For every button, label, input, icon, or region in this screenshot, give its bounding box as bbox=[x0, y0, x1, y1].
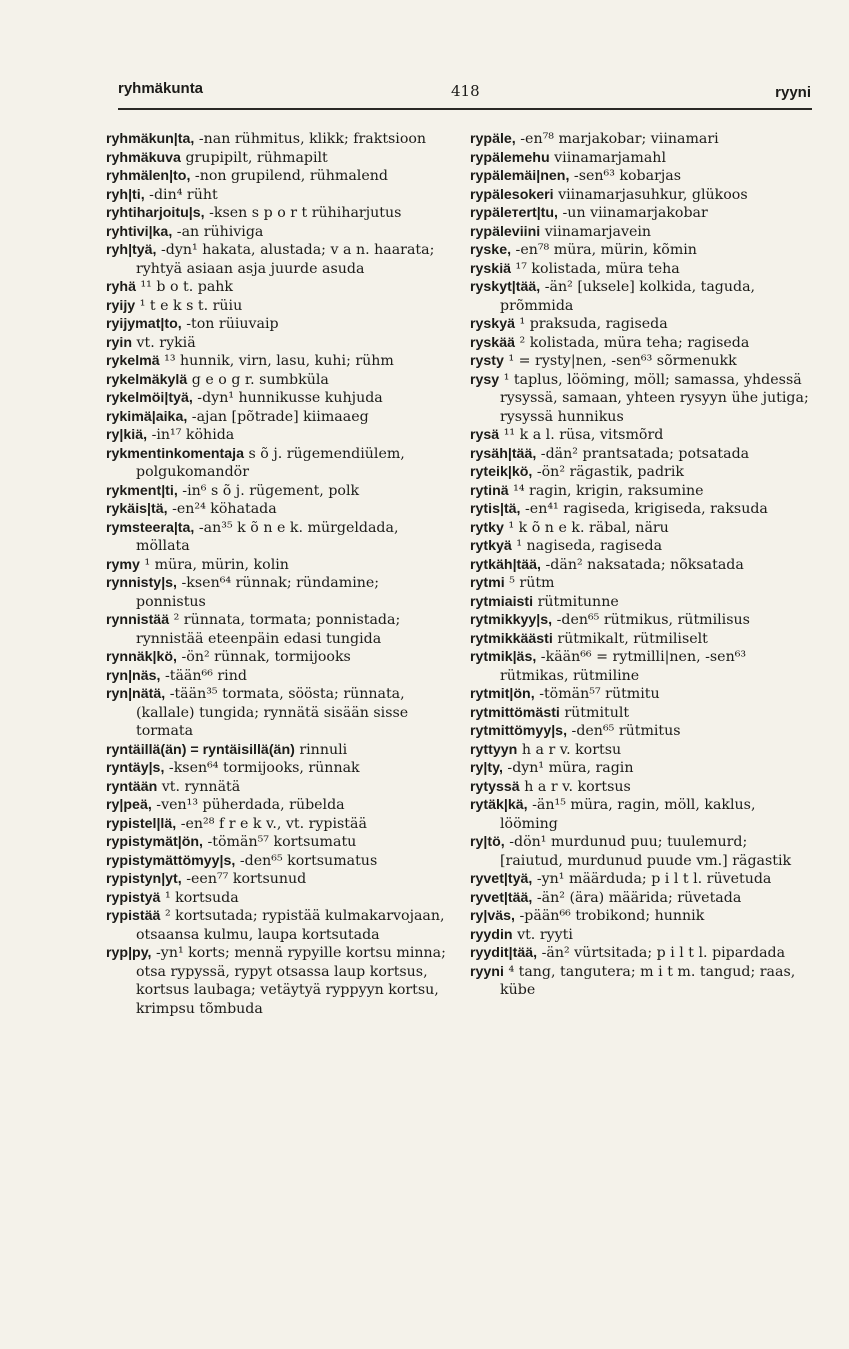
dictionary-entry bbox=[106, 334, 448, 353]
dictionary-entry bbox=[106, 870, 448, 889]
headword: ryhmäkun|ta, bbox=[106, 131, 195, 147]
dictionary-entry bbox=[470, 833, 812, 870]
dictionary-entry bbox=[106, 796, 448, 815]
dictionary-entry bbox=[470, 778, 812, 797]
dictionary-entry bbox=[106, 611, 448, 648]
dictionary-entry bbox=[106, 667, 448, 686]
definition: vt. ryyti bbox=[517, 926, 573, 943]
headword: rymsteera|ta, bbox=[106, 519, 195, 536]
definition: viinamarjamahl bbox=[554, 149, 666, 166]
definition: -ven¹³ püherdada, rübelda bbox=[156, 797, 345, 813]
definition: -yn¹ määrduda; p i l t l. rüvetuda bbox=[536, 871, 772, 887]
headword: ryteik|kö, bbox=[470, 464, 533, 480]
definition: ¹ k õ n e k. räbal, näru bbox=[508, 519, 669, 536]
headword: ry|ty, bbox=[470, 760, 503, 776]
definition: -en⁷⁸ müra, mürin, kõmin bbox=[515, 242, 697, 258]
definition: -en⁴¹ ragiseda, krigiseda, raksuda bbox=[525, 501, 768, 517]
headword: rytkäh|tää, bbox=[470, 556, 541, 573]
definition: h a r v. kortsu bbox=[521, 741, 622, 758]
dictionary-entry bbox=[106, 759, 448, 778]
headword: ryn|nätä, bbox=[106, 686, 166, 702]
definition: ¹ kortsuda bbox=[164, 889, 239, 906]
dictionary-entry bbox=[106, 278, 448, 297]
dictionary-entry bbox=[470, 352, 812, 371]
headword: rytmikkyy|s, bbox=[470, 612, 553, 628]
definition: -ksen⁶⁴ tormijooks, rünnak bbox=[168, 760, 360, 776]
definition: -dän² prantsatada; potsatada bbox=[540, 445, 750, 462]
dictionary-entry bbox=[106, 648, 448, 667]
definition: -pään⁶⁶ trobikond; hunnik bbox=[519, 908, 705, 924]
definition: -kään⁶⁶ = rytmilli|nen, -sen⁶³ rütmikas, rütmiline bbox=[500, 649, 747, 684]
dictionary-entry bbox=[470, 482, 812, 501]
dictionary-entry bbox=[106, 371, 448, 390]
dictionary-entry bbox=[106, 241, 448, 278]
definition: -tömän⁵⁷ rütmitu bbox=[539, 686, 660, 702]
dictionary-entry bbox=[106, 556, 448, 575]
dictionary-entry bbox=[106, 186, 448, 205]
headword: ryhä bbox=[106, 279, 136, 295]
definition: -in⁶ s õ j. rügement, polk bbox=[182, 482, 360, 499]
definition: -in¹⁷ köhida bbox=[151, 427, 235, 443]
definition: -dön¹ murdunud puu; tuulemurd; [raiutud, murdunud puude vm.] rägastik bbox=[500, 834, 792, 869]
headword: ryhmäkuva bbox=[106, 149, 181, 166]
right-column bbox=[470, 130, 812, 1000]
definition: -dyn¹ müra, ragin bbox=[507, 760, 634, 776]
headword: rypistymät|ön, bbox=[106, 834, 203, 850]
definition: -än² vürtsitada; p i l t l. pipardada bbox=[541, 945, 786, 961]
headword: ryh|ti, bbox=[106, 186, 145, 203]
dictionary-entry bbox=[106, 944, 448, 1018]
dictionary-entry bbox=[106, 149, 448, 168]
definition: g e o g r. sumbküla bbox=[191, 371, 329, 388]
headword: rypistel|lä, bbox=[106, 815, 177, 832]
dictionary-entry bbox=[470, 741, 812, 760]
headword: rytis|tä, bbox=[470, 501, 521, 517]
dictionary-entry bbox=[106, 167, 448, 186]
dictionary-entry bbox=[470, 167, 812, 186]
definition: rinnuli bbox=[299, 741, 348, 758]
definition: ¹ t e k s t. rüiu bbox=[139, 297, 243, 314]
headword: rykimä|aika, bbox=[106, 408, 188, 425]
headword: ryttyyn bbox=[470, 741, 518, 758]
definition: -ön² rägastik, padrik bbox=[536, 464, 684, 480]
headword: ryydin bbox=[470, 926, 513, 943]
dictionary-entry bbox=[106, 223, 448, 242]
headword: ryvet|tyä, bbox=[470, 871, 533, 887]
definition: viinamarjasuhkur, glükoos bbox=[558, 186, 748, 203]
headword: rypäle, bbox=[470, 131, 516, 147]
headword: rykment|ti, bbox=[106, 482, 178, 499]
headword: ryntäy|s, bbox=[106, 760, 165, 776]
definition: -sen⁶³ kobarjas bbox=[573, 168, 681, 184]
headword: ryske, bbox=[470, 242, 512, 258]
definition: ¹³ hunnik, virn, lasu, kuhi; rühm bbox=[164, 353, 394, 369]
definition: -tään³⁵ tormata, söösta; rünnata, (kallale) tungida; rynnätä sisään sisse tormata bbox=[136, 686, 409, 739]
headword: rypälemäi|nen, bbox=[470, 168, 570, 184]
definition: ⁵ rütm bbox=[509, 575, 555, 591]
headword: ry|kiä, bbox=[106, 427, 148, 443]
dictionary-entry bbox=[106, 907, 448, 944]
dictionary-entry bbox=[470, 260, 812, 279]
definition: ² rünnata, tormata; ponnistada; rynnistää eteenpäin edasi tungida bbox=[136, 612, 401, 647]
headword: ryp|py, bbox=[106, 945, 152, 961]
definition: -dän² naksatada; nõksatada bbox=[545, 556, 744, 573]
definition: rütmitunne bbox=[537, 593, 619, 610]
definition: -yn¹ korts; mennä rypyille kortsu minna; otsa rypyssä, rypyt otsassa laup kortsus, kortsus laubaga; vetäytyä ryppyyn kortsu, krimpsu tõmbuda bbox=[136, 945, 446, 1017]
dictionary-entry bbox=[470, 445, 812, 464]
definition: ¹ nagiseda, ragiseda bbox=[516, 538, 663, 554]
dictionary-entry bbox=[106, 574, 448, 611]
definition: -een⁷⁷ kortsunud bbox=[186, 871, 307, 887]
dictionary-entry bbox=[470, 889, 812, 908]
headword: rynnistää bbox=[106, 612, 170, 628]
definition: ¹¹ k a l. rüsa, vitsmõrd bbox=[503, 427, 664, 443]
definition: -tömän⁵⁷ kortsumatu bbox=[207, 834, 357, 850]
definition: -en²⁸ f r e k v., vt. rypistää bbox=[180, 815, 367, 832]
dictionary-entry bbox=[106, 130, 448, 149]
headword: rypistymättömyy|s, bbox=[106, 852, 236, 869]
header-last-word: ryyni bbox=[775, 84, 811, 101]
headword: rytky bbox=[470, 519, 504, 536]
definition: rütmitult bbox=[564, 704, 630, 721]
dictionary-entry bbox=[470, 630, 812, 649]
definition: -ksen s p o r t rühiharjutus bbox=[209, 205, 402, 221]
dictionary-entry bbox=[470, 537, 812, 556]
headword: ryvet|tää, bbox=[470, 889, 533, 906]
definition: -en²⁴ köhatada bbox=[172, 501, 277, 517]
headword: rysäh|tää, bbox=[470, 445, 537, 462]
dictionary-entry bbox=[106, 352, 448, 371]
definition: -tään⁶⁶ rind bbox=[164, 667, 247, 684]
dictionary-entry bbox=[106, 500, 448, 519]
headword: ryhtivi|ka, bbox=[106, 223, 173, 240]
definition: h a r v. kortsus bbox=[524, 778, 631, 795]
definition: ¹ praksuda, ragiseda bbox=[519, 316, 668, 332]
headword: rypistää bbox=[106, 908, 161, 924]
dictionary-entry bbox=[470, 796, 812, 833]
headword: rytmi bbox=[470, 575, 505, 591]
headword: ryskyä bbox=[470, 316, 515, 332]
headword: rytyssä bbox=[470, 778, 520, 795]
headword: rysä bbox=[470, 427, 500, 443]
headword: rykelmäkylä bbox=[106, 371, 188, 388]
definition: -den⁶⁵ kortsumatus bbox=[239, 852, 378, 869]
definition: ¹ taplus, lööming, möll; samassa, yhdessä rysyssä, samaan, yhteen rysyyn ühe jutiga; rysyssä hunnikus bbox=[500, 371, 809, 425]
header-first-word: ryhmäkunta bbox=[118, 80, 204, 97]
headword: rysty bbox=[470, 353, 504, 369]
dictionary-entry bbox=[470, 315, 812, 334]
definition: -non grupilend, rühmalend bbox=[194, 168, 388, 184]
definition: -än² [uksele] kolkida, taguda, prõmmida bbox=[500, 279, 756, 314]
headword: rytmit|ön, bbox=[470, 686, 535, 702]
headword: ryn|näs, bbox=[106, 667, 161, 684]
dictionary-entry bbox=[470, 334, 812, 353]
definition: -dyn¹ hunnikusse kuhjuda bbox=[197, 390, 383, 406]
dictionary-entry bbox=[470, 870, 812, 889]
headword: ryijy bbox=[106, 297, 136, 314]
headword: ryhtiharjoitu|s, bbox=[106, 205, 205, 221]
header-rule bbox=[118, 108, 812, 110]
dictionary-entry bbox=[470, 519, 812, 538]
running-header bbox=[118, 80, 811, 104]
definition: -ksen⁶⁴ rünnak; ründamine; ponnistus bbox=[136, 575, 380, 610]
definition: -ajan [põtrade] kiimaaeg bbox=[191, 408, 369, 425]
dictionary-entry bbox=[470, 648, 812, 685]
headword: ryskyt|tää, bbox=[470, 279, 541, 295]
definition: -den⁶⁵ rütmikus, rütmilisus bbox=[556, 612, 750, 628]
definition: -un viinamarjakobar bbox=[562, 205, 708, 221]
definition: -din⁴ rüht bbox=[149, 186, 218, 203]
dictionary-entry bbox=[470, 186, 812, 205]
definition: s õ j. rügemendiülem, polgukomandör bbox=[136, 445, 405, 480]
headword: rymy bbox=[106, 556, 140, 573]
dictionary-entry bbox=[470, 426, 812, 445]
headword: ryskiä bbox=[470, 260, 512, 277]
headword: rytäk|kä, bbox=[470, 797, 528, 813]
dictionary-entry bbox=[470, 130, 812, 149]
left-column bbox=[106, 130, 448, 1018]
dictionary-entry bbox=[470, 149, 812, 168]
definition: ¹ = rysty|nen, -sen⁶³ sõrmenukk bbox=[508, 353, 737, 369]
headword: ryhmälen|to, bbox=[106, 168, 191, 184]
dictionary-entry bbox=[106, 408, 448, 427]
dictionary-entry bbox=[470, 278, 812, 315]
headword: rytmik|äs, bbox=[470, 649, 537, 665]
dictionary-entry bbox=[106, 685, 448, 741]
headword: rypistyn|yt, bbox=[106, 871, 182, 887]
headword: ry|peä, bbox=[106, 797, 152, 813]
headword: ryydit|tää, bbox=[470, 945, 538, 961]
dictionary-entry bbox=[106, 889, 448, 908]
dictionary-entry bbox=[470, 500, 812, 519]
dictionary-entry bbox=[470, 463, 812, 482]
headword: rytmittömyy|s, bbox=[470, 723, 568, 739]
dictionary-entry bbox=[470, 556, 812, 575]
dictionary-entry bbox=[470, 907, 812, 926]
definition: ¹ müra, mürin, kolin bbox=[144, 556, 289, 573]
headword: rykelmä bbox=[106, 353, 160, 369]
dictionary-entry bbox=[470, 204, 812, 223]
headword: ryijymat|to, bbox=[106, 316, 182, 332]
headword: ry|väs, bbox=[470, 908, 515, 924]
definition: rütmikalt, rütmiliselt bbox=[557, 630, 708, 647]
dictionary-entry bbox=[106, 297, 448, 316]
definition: -an rühiviga bbox=[176, 223, 264, 240]
dictionary-entry bbox=[106, 852, 448, 871]
headword: rytmittömästi bbox=[470, 704, 560, 721]
dictionary-entry bbox=[106, 482, 448, 501]
definition: ² kortsutada; rypistää kulmakarvojaan, otsaansa kulmu, laupa kortsutada bbox=[136, 908, 445, 943]
headword: ryh|tyä, bbox=[106, 242, 157, 258]
headword: ryin bbox=[106, 334, 133, 351]
headword: rykmentinkomentaja bbox=[106, 445, 244, 462]
dictionary-entry bbox=[470, 944, 812, 963]
headword: rytkyä bbox=[470, 538, 512, 554]
headword: ryyni bbox=[470, 963, 504, 980]
dictionary-entry bbox=[470, 722, 812, 741]
headword: rypälesokeri bbox=[470, 186, 554, 203]
definition: ² kolistada, müra teha; ragiseda bbox=[519, 334, 750, 351]
headword: rykelmöi|tyä, bbox=[106, 390, 193, 406]
dictionary-entry bbox=[106, 519, 448, 556]
headword: rynnäk|kö, bbox=[106, 649, 177, 665]
definition: ⁴ tang, tangutera; m i t m. tangud; raas, kübe bbox=[500, 963, 796, 998]
headword: ryntään bbox=[106, 778, 158, 795]
dictionary-entry bbox=[470, 704, 812, 723]
dictionary-entry bbox=[470, 593, 812, 612]
dictionary-entry bbox=[470, 963, 812, 1000]
definition: ¹⁴ ragin, krigin, raksumine bbox=[513, 482, 704, 499]
dictionary-entry bbox=[470, 241, 812, 260]
definition: -dyn¹ hakata, alustada; v a n. haarata; ryhtyä asiaan asja juurde asuda bbox=[136, 242, 435, 277]
definition: ¹⁷ kolistada, müra teha bbox=[515, 260, 680, 277]
definition: -än² (ära) määrida; rüvetada bbox=[536, 889, 742, 906]
page-number: 418 bbox=[451, 82, 480, 100]
headword: rynnisty|s, bbox=[106, 575, 177, 591]
dictionary-entry bbox=[470, 926, 812, 945]
dictionary-entry bbox=[106, 778, 448, 797]
headword: rysy bbox=[470, 371, 500, 388]
headword: rykäis|tä, bbox=[106, 501, 168, 517]
headword: rytmiaisti bbox=[470, 593, 534, 610]
headword: rytinä bbox=[470, 482, 509, 499]
dictionary-entry bbox=[106, 315, 448, 334]
dictionary-entry bbox=[470, 611, 812, 630]
dictionary-entry bbox=[106, 445, 448, 482]
headword: ryskää bbox=[470, 334, 515, 351]
dictionary-entry bbox=[470, 685, 812, 704]
headword: rypälemehu bbox=[470, 149, 550, 166]
definition: ¹¹ b o t. pahk bbox=[140, 279, 234, 295]
definition: -nan rühmitus, klikk; fraktsioon bbox=[198, 131, 427, 147]
headword: rypäleviini bbox=[470, 223, 541, 240]
dictionary-entry bbox=[470, 371, 812, 427]
definition: -än¹⁵ müra, ragin, möll, kaklus, lööming bbox=[500, 797, 756, 832]
definition: -ton rüiuvaip bbox=[186, 316, 279, 332]
headword: rytmikkäästi bbox=[470, 630, 553, 647]
dictionary-entry bbox=[106, 815, 448, 834]
definition: vt. rykiä bbox=[136, 334, 196, 351]
dictionary-entry bbox=[106, 389, 448, 408]
headword: ryntäillä(än) = ryntäisillä(än) bbox=[106, 741, 295, 758]
dictionary-entry bbox=[470, 574, 812, 593]
dictionary-entry bbox=[470, 759, 812, 778]
definition: -den⁶⁵ rütmitus bbox=[571, 723, 681, 739]
dictionary-entry bbox=[470, 223, 812, 242]
definition: -en⁷⁸ marjakobar; viinamari bbox=[520, 131, 719, 147]
dictionary-entry bbox=[106, 741, 448, 760]
definition: -an³⁵ k õ n e k. mürgeldada, möllata bbox=[136, 519, 399, 554]
definition: viinamarjavein bbox=[544, 223, 652, 240]
headword: rypistyä bbox=[106, 889, 161, 906]
dictionary-entry bbox=[106, 204, 448, 223]
dictionary-entry bbox=[106, 833, 448, 852]
definition: vt. rynnätä bbox=[161, 778, 241, 795]
definition: -ön² rünnak, tormijooks bbox=[181, 649, 351, 665]
dictionary-entry bbox=[106, 426, 448, 445]
definition: grupipilt, rühmapilt bbox=[185, 149, 328, 166]
headword: rypälетert|tu, bbox=[470, 205, 558, 221]
headword: ry|tö, bbox=[470, 834, 505, 850]
